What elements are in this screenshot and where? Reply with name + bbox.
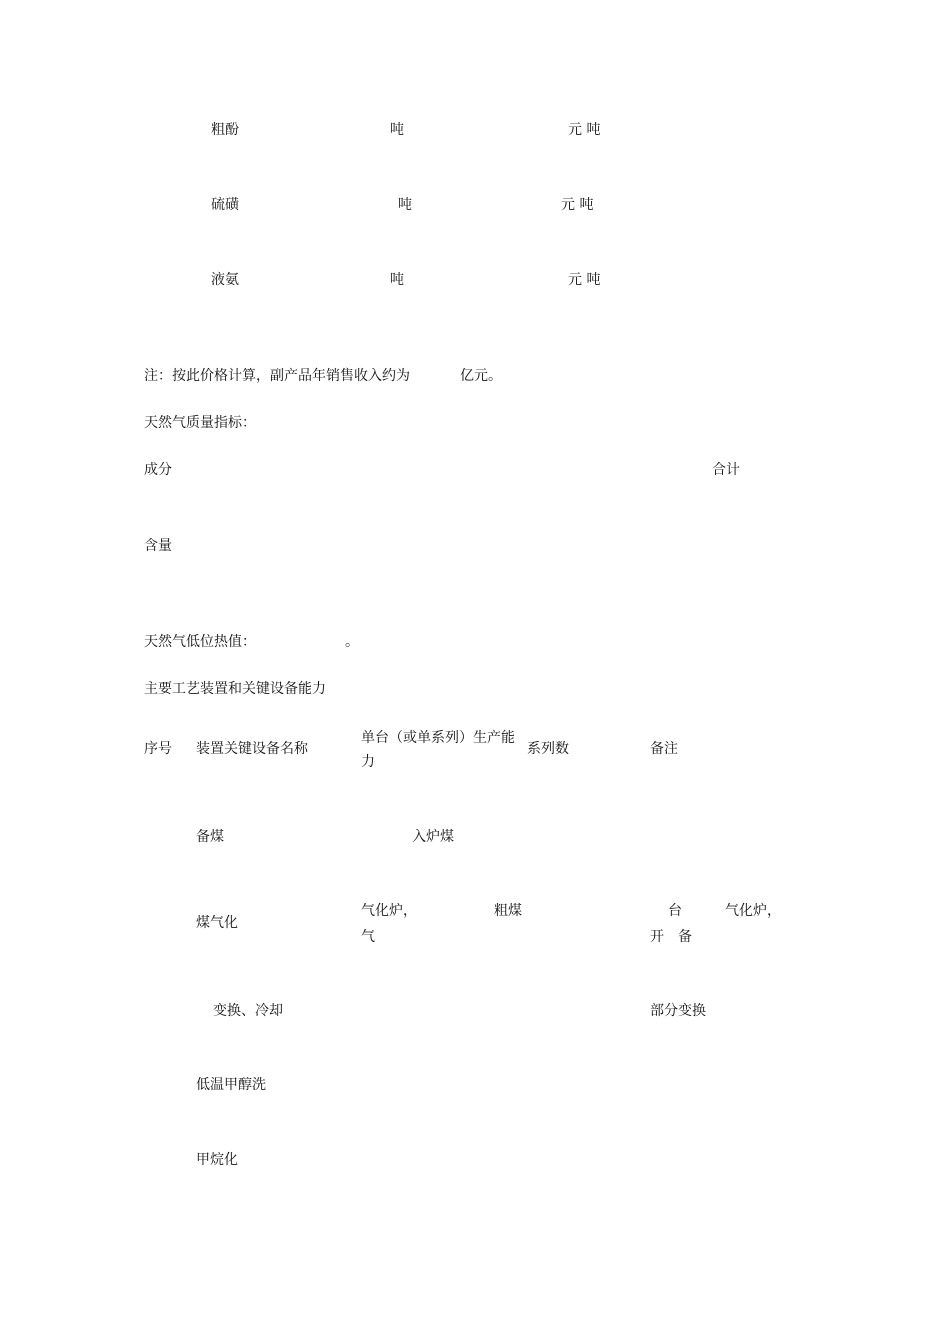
equipment-capacity-a: 气化炉， (361, 903, 417, 919)
product-unit: 吨 (390, 272, 404, 288)
product-name: 粗酚 (211, 122, 239, 138)
header-remark: 备注 (650, 741, 678, 757)
equipment-capacity: 入炉煤 (412, 829, 454, 845)
gas-content-label: 含量 (144, 538, 172, 554)
equipment-title: 主要工艺装置和关键设备能力 (144, 681, 326, 697)
equipment-remark-a: 台 (668, 903, 682, 919)
revenue-note-suffix: 亿元。 (460, 368, 502, 384)
equipment-name: 低温甲醇洗 (196, 1077, 266, 1093)
equipment-remark-c: 开 (650, 929, 664, 945)
product-unit: 吨 (390, 122, 404, 138)
product-price-unit: 元 吨 (568, 272, 601, 288)
header-name: 装置关键设备名称 (196, 741, 308, 757)
gas-total-label: 合计 (712, 462, 740, 478)
equipment-remark-b: 气化炉， (725, 903, 781, 919)
product-name: 硫磺 (211, 197, 239, 213)
product-name: 液氨 (211, 272, 239, 288)
equipment-name: 变换、冷却 (213, 1003, 283, 1019)
equipment-remark-d: 备 (678, 929, 692, 945)
product-price-unit: 元 吨 (568, 122, 601, 138)
header-capacity: 单台（或单系列）生产能力 (361, 730, 515, 770)
product-price-unit: 元 吨 (561, 197, 594, 213)
header-series: 系列数 (527, 741, 569, 757)
heat-value-end: 。 (345, 634, 359, 650)
equipment-name: 甲烷化 (196, 1152, 238, 1168)
gas-quality-title: 天然气质量指标： (144, 415, 256, 431)
product-unit: 吨 (398, 197, 412, 213)
equipment-capacity-c: 气 (361, 929, 375, 945)
header-seq: 序号 (144, 741, 172, 757)
revenue-note: 注：按此价格计算，副产品年销售收入约为 (144, 368, 410, 384)
equipment-name: 备煤 (196, 829, 224, 845)
heat-value-label: 天然气低位热值： (144, 634, 256, 650)
equipment-remark: 部分变换 (650, 1003, 706, 1019)
equipment-capacity-b: 粗煤 (494, 903, 522, 919)
equipment-name: 煤气化 (196, 915, 238, 931)
gas-component-label: 成分 (144, 462, 172, 478)
